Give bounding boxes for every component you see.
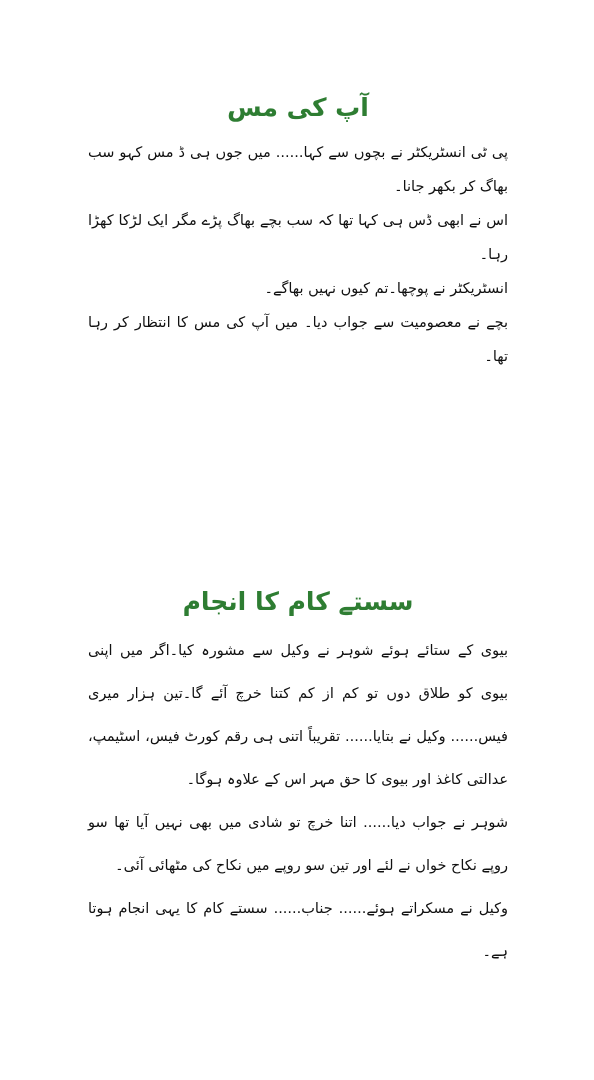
story-paragraph: انسٹریکٹر نے پوچھا۔تم کیوں نہیں بھاگے۔ bbox=[264, 281, 508, 297]
story-paragraph: بچے نے معصومیت سے جواب دیا۔ میں آپ کی مس کا انتظار کر رہا تھا۔ bbox=[88, 315, 508, 365]
story-paragraph: شوہر نے جواب دیا...... اتنا خرچ تو شادی میں بھی نہیں آیا تھا سو روپے نکاح خواں نے لئے اور تین سو روپے میں نکاح کی مٹھائی آئی۔ bbox=[88, 815, 508, 874]
story-saste-kaam-ka-anjaam bbox=[88, 582, 508, 974]
story-paragraph: وکیل نے مسکراتے ہوئے...... جناب...... سستے کام کا یہی انجام ہوتا ہے۔ bbox=[88, 901, 508, 960]
story-paragraph: اس نے ابھی ڈس ہی کہا تھا کہ سب بچے بھاگ پڑے مگر ایک لڑکا کھڑا رہا۔ bbox=[88, 213, 509, 263]
story-paragraph: بیوی کے ستائے ہوئے شوہر نے وکیل سے مشورہ کیا۔اگر میں اپنی بیوی کو طلاق دوں تو کم از کم کتنا خرچ آئے گا۔تین ہزار میری فیس...... وکیل نے بتایا...... تقریباً اتنی ہی رقم کورٹ فیس، اسٹیمپ، عدالتی کاغذ اور بیوی کا حق مہر اس کے علاوہ ہوگا۔ bbox=[88, 643, 508, 788]
story-title: آپ کی مس bbox=[227, 93, 369, 122]
story-aap-ki-miss bbox=[88, 88, 508, 374]
story-paragraph: پی ٹی انسٹریکٹر نے بچوں سے کہا...... میں جوں ہی ڈ مس کہو سب بھاگ کر بکھر جانا۔ bbox=[88, 145, 508, 195]
story-title: سستے کام کا انجام bbox=[182, 587, 414, 616]
